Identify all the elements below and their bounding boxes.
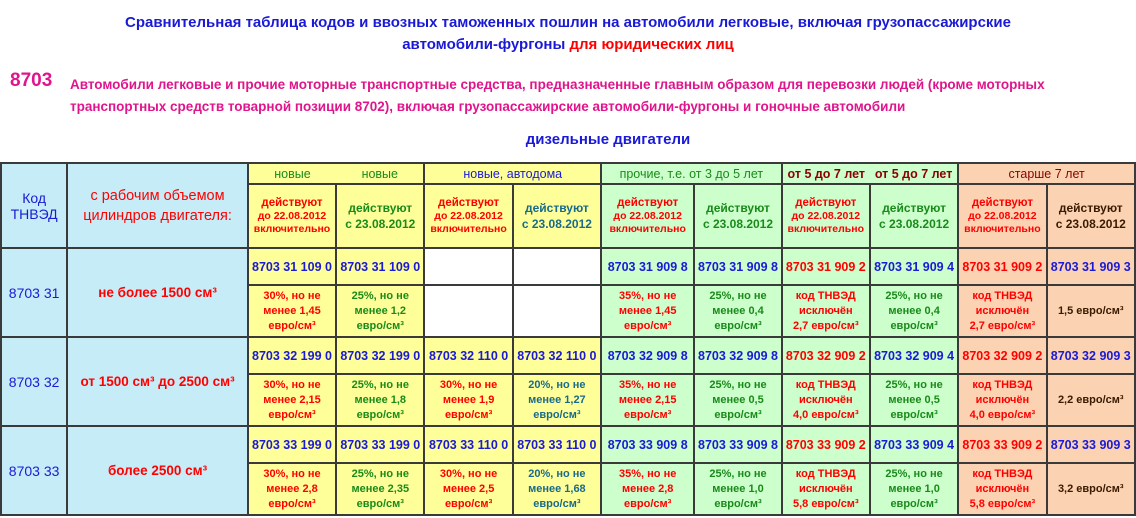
tnved-code-cell: 8703 32 909 3 — [1047, 337, 1135, 374]
duty-rate-line: код ТНВЭД — [795, 378, 856, 391]
tnved-code-cell: 8703 31 909 4 — [870, 248, 958, 285]
duty-rate-line: евро/см³ — [268, 497, 316, 510]
duty-rate-line: менее 2,5 — [442, 482, 495, 495]
duty-rate-line: 25%, но не — [885, 467, 943, 480]
tnved-code-cell: 8703 31 909 8 — [694, 248, 781, 285]
duty-rate-line: 30%, но не — [263, 467, 321, 480]
tnved-code-cell: 8703 32 199 0 — [336, 337, 424, 374]
duty-rate-cell — [694, 463, 781, 515]
row-volume: более 2500 см³ — [67, 426, 248, 515]
duty-rate-line: 5,8 евро/см³ — [969, 497, 1036, 510]
duty-rate-line: 25%, но не — [709, 289, 767, 302]
validity-header — [336, 184, 424, 248]
duty-rate-line: 20%, но не — [528, 378, 586, 391]
duty-rate-line: 30%, но не — [439, 378, 498, 391]
validity-old-line1: действуют — [261, 196, 323, 209]
heading-description: Автомобили легковые и прочие моторные транспортные средства, предназначенные главным образом для перевозки людей (кроме моторных транспортных средств товарной позиции 8702), включая грузопассажирские автомобили-фургоны и гоночные автомобили — [70, 77, 1045, 114]
duty-rate-line: менее 1,27 — [528, 393, 586, 406]
duty-rate-cell — [513, 285, 601, 337]
duty-rate-line: менее 2,8 — [266, 482, 318, 495]
validity-new-line1: действуют — [1058, 201, 1123, 215]
duty-rate-line: код ТНВЭД — [795, 467, 856, 480]
validity-header — [782, 184, 870, 248]
duty-rate-line: 30%, но не — [263, 289, 321, 302]
validity-old-line3: включительно — [964, 222, 1041, 235]
row-code: 8703 33 — [1, 426, 67, 515]
tnved-code-cell — [513, 248, 601, 285]
tnved-code-cell: 8703 32 909 8 — [601, 337, 694, 374]
header-cat-5-7-b: от 5 до 7 лет — [874, 166, 953, 181]
duty-rate-line: 3,2 евро/см³ — [1057, 482, 1124, 495]
validity-old-line3: включительно — [787, 222, 865, 235]
tnved-code-cell: 8703 33 909 8 — [601, 426, 694, 463]
duty-rate-cell — [248, 285, 336, 337]
duty-rate-line: евро/см³ — [890, 319, 938, 332]
duty-rate-line: 20%, но не — [528, 467, 586, 480]
duty-rate-cell — [782, 463, 870, 515]
duty-rate-line: 25%, но не — [351, 378, 409, 391]
validity-old-line1: действуют — [438, 196, 500, 209]
validity-old-line3: включительно — [430, 222, 507, 235]
validity-header — [870, 184, 958, 248]
header-cat-older: старше 7 лет — [958, 163, 1135, 184]
duty-rate-line: код ТНВЭД — [972, 467, 1033, 480]
duty-rate-line: менее 1,0 — [888, 482, 940, 495]
tnved-code-cell: 8703 32 909 2 — [782, 337, 870, 374]
tnved-code-cell: 8703 31 909 2 — [782, 248, 870, 285]
duty-rate-line: менее 1,2 — [354, 304, 407, 317]
duty-rate-line: менее 1,45 — [263, 304, 321, 317]
validity-new-line2: с 23.08.2012 — [521, 217, 592, 231]
tnved-code-cell — [424, 248, 512, 285]
tnved-code-cell: 8703 31 109 0 — [336, 248, 424, 285]
validity-old-line1: действуют — [617, 196, 679, 209]
duty-rate-line: исключён — [798, 482, 853, 495]
duty-rate-cell — [694, 374, 781, 426]
duty-rate-line: менее 0,4 — [888, 304, 940, 317]
duty-rate-line: евро/см³ — [890, 497, 938, 510]
duty-rate-line: менее 1,0 — [712, 482, 764, 495]
validity-header — [694, 184, 781, 248]
duty-rate-line: 25%, но не — [885, 378, 943, 391]
duty-rate-cell — [958, 374, 1046, 426]
duty-rate-cell — [248, 463, 336, 515]
tnved-code-cell: 8703 31 109 0 — [248, 248, 336, 285]
duty-rate-line: евро/см³ — [356, 497, 404, 510]
validity-new-line1: действуют — [524, 201, 589, 215]
duties-table — [0, 162, 1136, 516]
duty-rate-cell — [601, 374, 694, 426]
validity-header — [248, 184, 336, 248]
duty-rate-line: 4,0 евро/см³ — [792, 408, 859, 421]
duty-rate-line: 2,7 евро/см³ — [969, 319, 1036, 332]
duty-rate-cell — [782, 285, 870, 337]
validity-old-line2: до 22.08.2012 — [257, 209, 327, 222]
title-line-2 — [0, 34, 1136, 56]
duty-rate-line: исключён — [975, 304, 1030, 317]
tnved-code-cell: 8703 33 199 0 — [336, 426, 424, 463]
tnved-code-cell: 8703 33 199 0 — [248, 426, 336, 463]
duty-rate-line: менее 2,8 — [621, 482, 674, 495]
header-cat-new-auto: новые, автодома — [424, 163, 601, 184]
table-row — [1, 248, 1135, 285]
header-cat-5-7 — [782, 163, 959, 184]
tnved-code-cell: 8703 32 909 8 — [694, 337, 781, 374]
tnved-code-cell: 8703 32 909 4 — [870, 337, 958, 374]
duty-rate-line: евро/см³ — [533, 408, 581, 421]
tnved-code-cell: 8703 31 909 8 — [601, 248, 694, 285]
duty-rate-line: 30%, но не — [439, 467, 498, 480]
duty-rate-cell — [870, 374, 958, 426]
duty-rate-line: евро/см³ — [268, 408, 316, 421]
tnved-code-cell: 8703 33 909 2 — [958, 426, 1046, 463]
duty-rate-cell — [601, 285, 694, 337]
table-row — [1, 426, 1135, 463]
duty-rate-cell — [694, 285, 781, 337]
duty-rate-line: 25%, но не — [709, 378, 767, 391]
validity-old-line2: до 22.08.2012 — [434, 209, 503, 222]
validity-old-line1: действуют — [971, 196, 1033, 209]
duty-rate-line: евро/см³ — [268, 319, 316, 332]
duty-rate-cell — [1047, 463, 1135, 515]
duty-rate-line: менее 1,8 — [354, 393, 407, 406]
table-row — [1, 337, 1135, 374]
header-code: Код ТНВЭД — [1, 163, 67, 248]
duty-rate-cell — [336, 374, 424, 426]
duty-rate-line: 25%, но не — [351, 467, 409, 480]
title-line-2-red: для юридических лиц — [569, 36, 734, 53]
validity-header — [601, 184, 694, 248]
duty-rate-line: евро/см³ — [714, 408, 762, 421]
duty-rate-line: менее 1,45 — [618, 304, 677, 317]
validity-header — [424, 184, 512, 248]
tnved-code-cell: 8703 32 110 0 — [424, 337, 512, 374]
tnved-code-cell: 8703 32 199 0 — [248, 337, 336, 374]
duty-rate-line: евро/см³ — [444, 408, 493, 421]
tnved-code-cell: 8703 32 909 2 — [958, 337, 1046, 374]
duty-rate-line: 2,7 евро/см³ — [792, 319, 859, 332]
duty-rate-line: 35%, но не — [619, 467, 677, 480]
duty-rate-line: евро/см³ — [624, 408, 672, 421]
duty-rate-line: 35%, но не — [619, 289, 677, 302]
validity-old-line3: включительно — [609, 222, 686, 235]
header-volume: с рабочим объемом цилиндров двигателя: — [67, 163, 248, 248]
validity-header — [958, 184, 1046, 248]
row-code: 8703 32 — [1, 337, 67, 426]
duty-rate-line: евро/см³ — [356, 319, 404, 332]
duty-rate-line: 30%, но не — [263, 378, 321, 391]
duty-rate-cell — [424, 285, 512, 337]
section-subtitle: дизельные двигатели — [525, 131, 691, 148]
duty-rate-cell — [782, 374, 870, 426]
validity-old-line2: до 22.08.2012 — [613, 209, 682, 222]
duty-rate-line: исключён — [798, 393, 853, 406]
duty-rate-line: исключён — [975, 482, 1030, 495]
duty-rate-line: евро/см³ — [714, 319, 762, 332]
validity-header — [1047, 184, 1135, 248]
duty-rate-line: исключён — [975, 393, 1030, 406]
header-cat-other: прочие, т.е. от 3 до 5 лет — [601, 163, 782, 184]
duty-rate-line: менее 0,4 — [712, 304, 764, 317]
duty-rate-line: евро/см³ — [890, 408, 938, 421]
duty-rate-line: евро/см³ — [444, 497, 493, 510]
validity-new-line2: с 23.08.2012 — [702, 217, 774, 231]
row-volume: не более 1500 см³ — [67, 248, 248, 337]
duty-rate-line: менее 2,15 — [618, 393, 677, 406]
duty-rate-line: исключён — [798, 304, 853, 317]
duty-rate-line: менее 0,5 — [712, 393, 764, 406]
duty-rate-cell — [601, 463, 694, 515]
validity-old-line2: до 22.08.2012 — [968, 209, 1037, 222]
validity-old-line3: включительно — [253, 222, 331, 235]
validity-old-line1: действуют — [795, 196, 857, 209]
duty-rate-line: 25%, но не — [885, 289, 943, 302]
validity-new-line2: с 23.08.2012 — [345, 217, 416, 231]
duty-rate-line: евро/см³ — [356, 408, 404, 421]
duty-rate-line: менее 2,15 — [263, 393, 321, 406]
tnved-code-cell: 8703 33 909 2 — [782, 426, 870, 463]
duty-rate-cell — [870, 463, 958, 515]
tnved-code-cell: 8703 31 909 3 — [1047, 248, 1135, 285]
duty-rate-line: евро/см³ — [714, 497, 762, 510]
tnved-code-cell: 8703 33 110 0 — [513, 426, 601, 463]
duty-rate-line: 25%, но не — [351, 289, 409, 302]
duty-rate-cell — [513, 463, 601, 515]
duty-rate-line: код ТНВЭД — [795, 289, 856, 302]
duty-rate-line: 2,2 евро/см³ — [1057, 393, 1124, 406]
duty-rate-cell — [248, 374, 336, 426]
heading-code: 8703 — [10, 70, 53, 91]
duty-rate-line: код ТНВЭД — [972, 378, 1033, 391]
tnved-code-cell: 8703 33 909 3 — [1047, 426, 1135, 463]
tnved-code-cell: 8703 33 909 4 — [870, 426, 958, 463]
page-title — [0, 12, 1136, 56]
header-cat-5-7-a: от 5 до 7 лет — [787, 166, 866, 181]
duty-rate-line: код ТНВЭД — [972, 289, 1033, 302]
duty-rate-cell — [424, 463, 512, 515]
tnved-code-cell: 8703 31 909 2 — [958, 248, 1046, 285]
duty-rate-cell — [958, 285, 1046, 337]
row-code: 8703 31 — [1, 248, 67, 337]
tnved-code-cell: 8703 32 110 0 — [513, 337, 601, 374]
tnved-code-cell: 8703 33 909 8 — [694, 426, 781, 463]
validity-new-line1: действуют — [706, 201, 770, 215]
validity-new-line2: с 23.08.2012 — [1055, 217, 1126, 231]
header-cat-new — [248, 163, 425, 184]
validity-new-line1: действуют — [882, 201, 946, 215]
duty-rate-line: менее 1,9 — [442, 393, 495, 406]
tnved-code-cell: 8703 33 110 0 — [424, 426, 512, 463]
duty-rate-line: евро/см³ — [533, 497, 581, 510]
validity-header — [513, 184, 601, 248]
duty-rate-cell — [424, 374, 512, 426]
duty-rate-cell — [958, 463, 1046, 515]
title-line-2-main: автомобили-фургоны — [402, 36, 566, 53]
duty-rate-cell — [513, 374, 601, 426]
duty-rate-line: 35%, но не — [619, 378, 677, 391]
title-line-1: Сравнительная таблица кодов и ввозных таможенных пошлин на автомобили легковые, включая грузопассажирские — [124, 14, 1011, 31]
duty-rate-line: евро/см³ — [624, 319, 672, 332]
duty-rate-cell — [336, 463, 424, 515]
duty-rate-cell — [1047, 285, 1135, 337]
duty-rate-cell — [1047, 374, 1135, 426]
duty-rate-line: менее 2,35 — [351, 482, 410, 495]
header-cat-new-b: новые — [361, 166, 398, 181]
duty-rate-cell — [870, 285, 958, 337]
validity-new-line2: с 23.08.2012 — [879, 217, 950, 231]
duty-rate-line: 25%, но не — [709, 467, 767, 480]
validity-new-line1: действуют — [348, 201, 413, 215]
duty-rate-line: менее 0,5 — [888, 393, 940, 406]
header-cat-new-a: новые — [274, 166, 311, 181]
duty-rate-line: менее 1,68 — [528, 482, 586, 495]
duty-rate-line: 1,5 евро/см³ — [1057, 304, 1124, 317]
duty-rate-line: 5,8 евро/см³ — [792, 497, 859, 510]
duty-rate-line: 4,0 евро/см³ — [969, 408, 1036, 421]
row-volume: от 1500 см³ до 2500 см³ — [67, 337, 248, 426]
duty-rate-cell — [336, 285, 424, 337]
validity-old-line2: до 22.08.2012 — [791, 209, 861, 222]
duty-rate-line: евро/см³ — [624, 497, 672, 510]
